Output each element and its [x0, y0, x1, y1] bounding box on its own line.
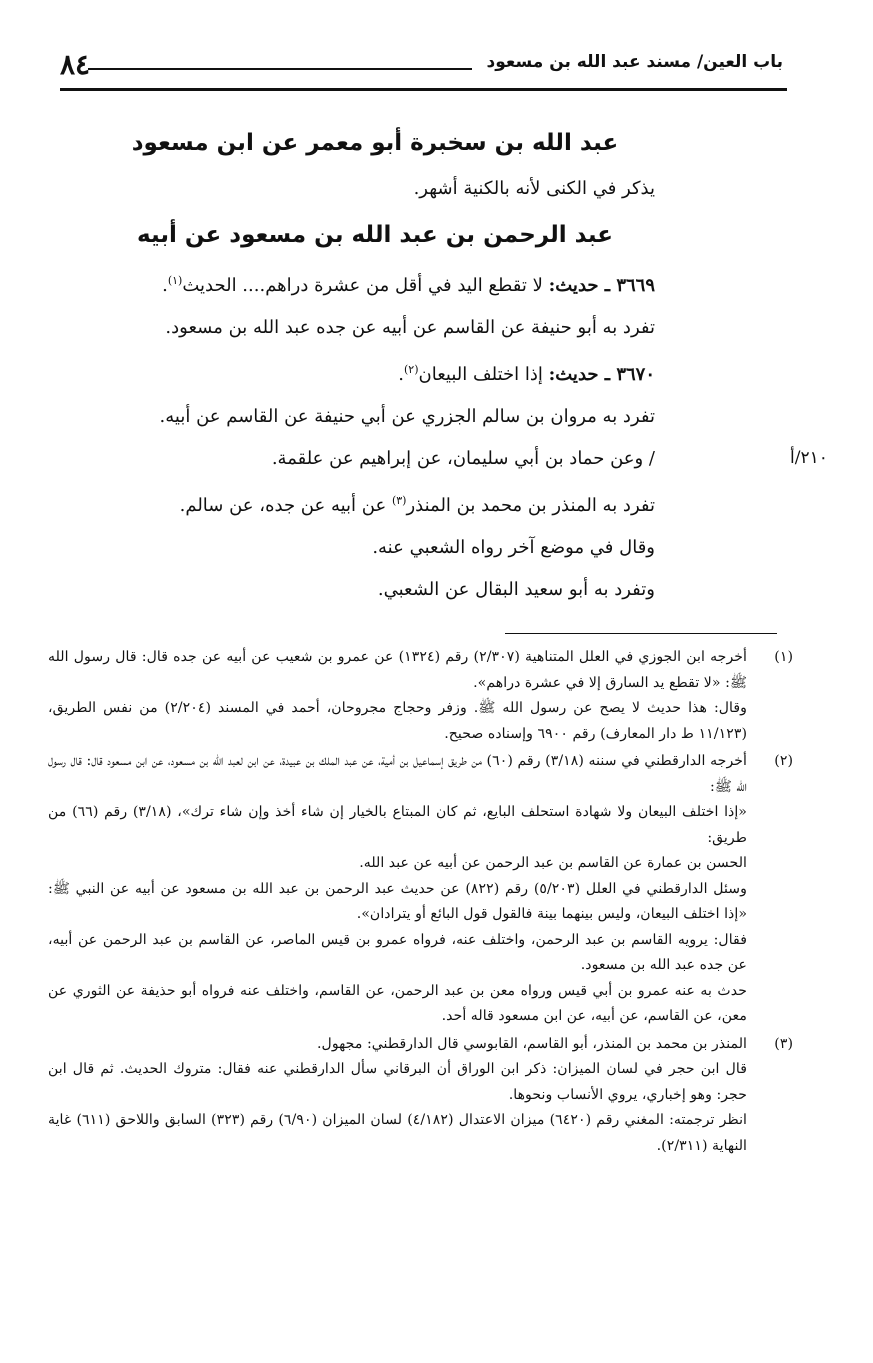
main-text [95, 118, 655, 611]
text-line [95, 480, 655, 527]
text-line: وقال في موضع آخر رواه الشعبي عنه. [372, 537, 655, 558]
footnote-paragraph: أخرجه الدارقطني في سننه (٣/١٨) رقم (٦٠) من طريق إسماعيل بن أمية، عن عبد الملك بن عبيدة، عن ابن لعبد الله بن مسعود، عن ابن مسعود قال: قال رسول الله ﷺ: [48, 753, 747, 795]
footnote-2 [48, 749, 793, 1030]
text-span: تفرد به المنذر بن محمد بن المنذر [406, 495, 655, 516]
page-number: ٨٤ [60, 48, 91, 81]
footnote-paragraph: وقال: هذا حديث لا يصح عن رسول الله ﷺ. وزفر وحجاج مجروحان، أحمد في المسند (٢/٢٠٤) من نفس الطريق، (١١/١٢٣ ط دار المعارف) رقم ٦٩٠٠ وإسناده صحيح. [48, 700, 747, 742]
heading-abdullah-bin-sakhbara: عبد الله بن سخبرة أبو معمر عن ابن مسعود [131, 130, 619, 156]
hadith-text: إذا اختلف البيعان [418, 364, 543, 385]
footnote-paragraph: حدث به عنه عمرو بن أبي قيس ورواه معن بن عبد الرحمن، عن القاسم، واختلف عنه فرواه أبو حذيفة عن الثوري عن معن، عن القاسم، عن أبيه، عن ابن مسعود قاله أحد. [48, 982, 747, 1024]
text-span: عن أبيه عن جده، عن سالم. [179, 495, 392, 516]
footnote-number: (٣) [774, 1035, 793, 1052]
text-line: تفرد به مروان بن سالم الجزري عن أبي حنيفة عن القاسم عن أبيه. [159, 406, 655, 427]
footnotes [48, 645, 793, 1161]
footnote-paragraph: الحسن بن عمارة عن القاسم بن عبد الرحمن عن أبيه عن عبد الله. [359, 855, 747, 871]
hadith-number: ٣٦٧٠ ـ حديث: [548, 364, 655, 385]
page-header [60, 48, 787, 90]
heading-abdulrahman: عبد الرحمن بن عبد الله بن مسعود عن أبيه [137, 222, 613, 248]
hadith-3669: ٣٦٦٩ ـ حديث: لا تقطع اليد في أقل من عشرة دراهم.... الحديث$^{(١)}$. [162, 274, 655, 296]
hadith-number: ٣٦٦٩ ـ حديث: [548, 275, 655, 296]
footnote-paragraph: المنذر بن محمد بن المنذر، أبو القاسم، القابوسي قال الدارقطني: مجهول. [317, 1035, 747, 1052]
footnote-separator [505, 633, 777, 634]
footnote-paragraph: وسئل الدارقطني في العلل (٥/٢٠٣) رقم (٨٢٢) عن حديث عبد الرحمن بن عبد الله بن مسعود عن أبيه عن النبي ﷺ: «إذا اختلف البيعان، وليس بينهما بينة فالقول قول البائع أو يترادان». [48, 880, 748, 922]
footnote-paragraph: «إذا اختلف البيعان ولا شهادة استحلف البايع، ثم كان المبتاع بالخيار إن شاء أخذ وإن شاء ترك»، (٣/١٨) رقم (٦٦) من طريق: [48, 804, 747, 846]
footnote-paragraph: أخرجه ابن الجوزي في العلل المتناهية (٢/٣٠٧) رقم (١٣٢٤) عن عمرو بن شعيب عن أبيه عن جده قال: قال رسول الله ﷺ: «لا تقطع يد السارق إلا في عشرة دراهم». [48, 649, 747, 691]
manuscript-folio-marker: ٢١٠/أ [790, 448, 828, 468]
text-line: / وعن حماد بن أبي سليمان، عن إبراهيم عن علقمة. [271, 448, 655, 469]
footnote-number: (٢) [774, 753, 793, 769]
hadith-text: لا تقطع اليد في أقل من عشرة دراهم.... الحديث [182, 275, 543, 296]
header-rule [60, 88, 787, 91]
hadith-3670: ٣٦٧٠ ـ حديث: إذا اختلف البيعان$^{(٢)}$. [398, 363, 655, 385]
footnote-paragraph: انظر ترجمته: المغني رقم (٦٤٢٠) ميزان الاعتدال (٤/١٨٢) لسان الميزان (٦/٩٠) رقم (٣٢٣) السابق واللاحق (٦١١) غاية النهاية (٢/٣١١). [48, 1112, 747, 1154]
running-title: باب العين/ مسند عبد الله بن مسعود [486, 52, 783, 72]
text-line: وتفرد به أبو سعيد البقال عن الشعبي. [377, 579, 655, 600]
footnote-ref: (٣) [391, 494, 407, 507]
footnote-paragraph: فقال: يرويه القاسم بن عبد الرحمن، واختلف عنه، فرواه عمرو بن قيس الماصر، عن القاسم بن عبد الرحمن عن أبيه، عن جده عبد الله بن مسعود. [48, 931, 747, 973]
text-line: تفرد به أبو حنيفة عن القاسم عن أبيه عن جده عبد الله بن مسعود. [165, 317, 655, 338]
footnote-ref: (٢) [404, 363, 419, 376]
footnote-3 [48, 1032, 793, 1160]
header-dash [88, 68, 472, 70]
footnote-number: (١) [774, 649, 793, 665]
footnote-ref: (١) [167, 274, 183, 287]
footnote-paragraph: قال ابن حجر في لسان الميزان: ذكر ابن الوراق أن البرقاني سأل الدارقطني عنه فقال: متروك الحديث. ثم قال ابن حجر: وهو إخباري، يروي الأنساب ونحوها. [48, 1061, 747, 1103]
footnote-1 [48, 645, 793, 747]
kunya-note: يذكر في الكنى لأنه بالكنية أشهر. [413, 178, 655, 199]
